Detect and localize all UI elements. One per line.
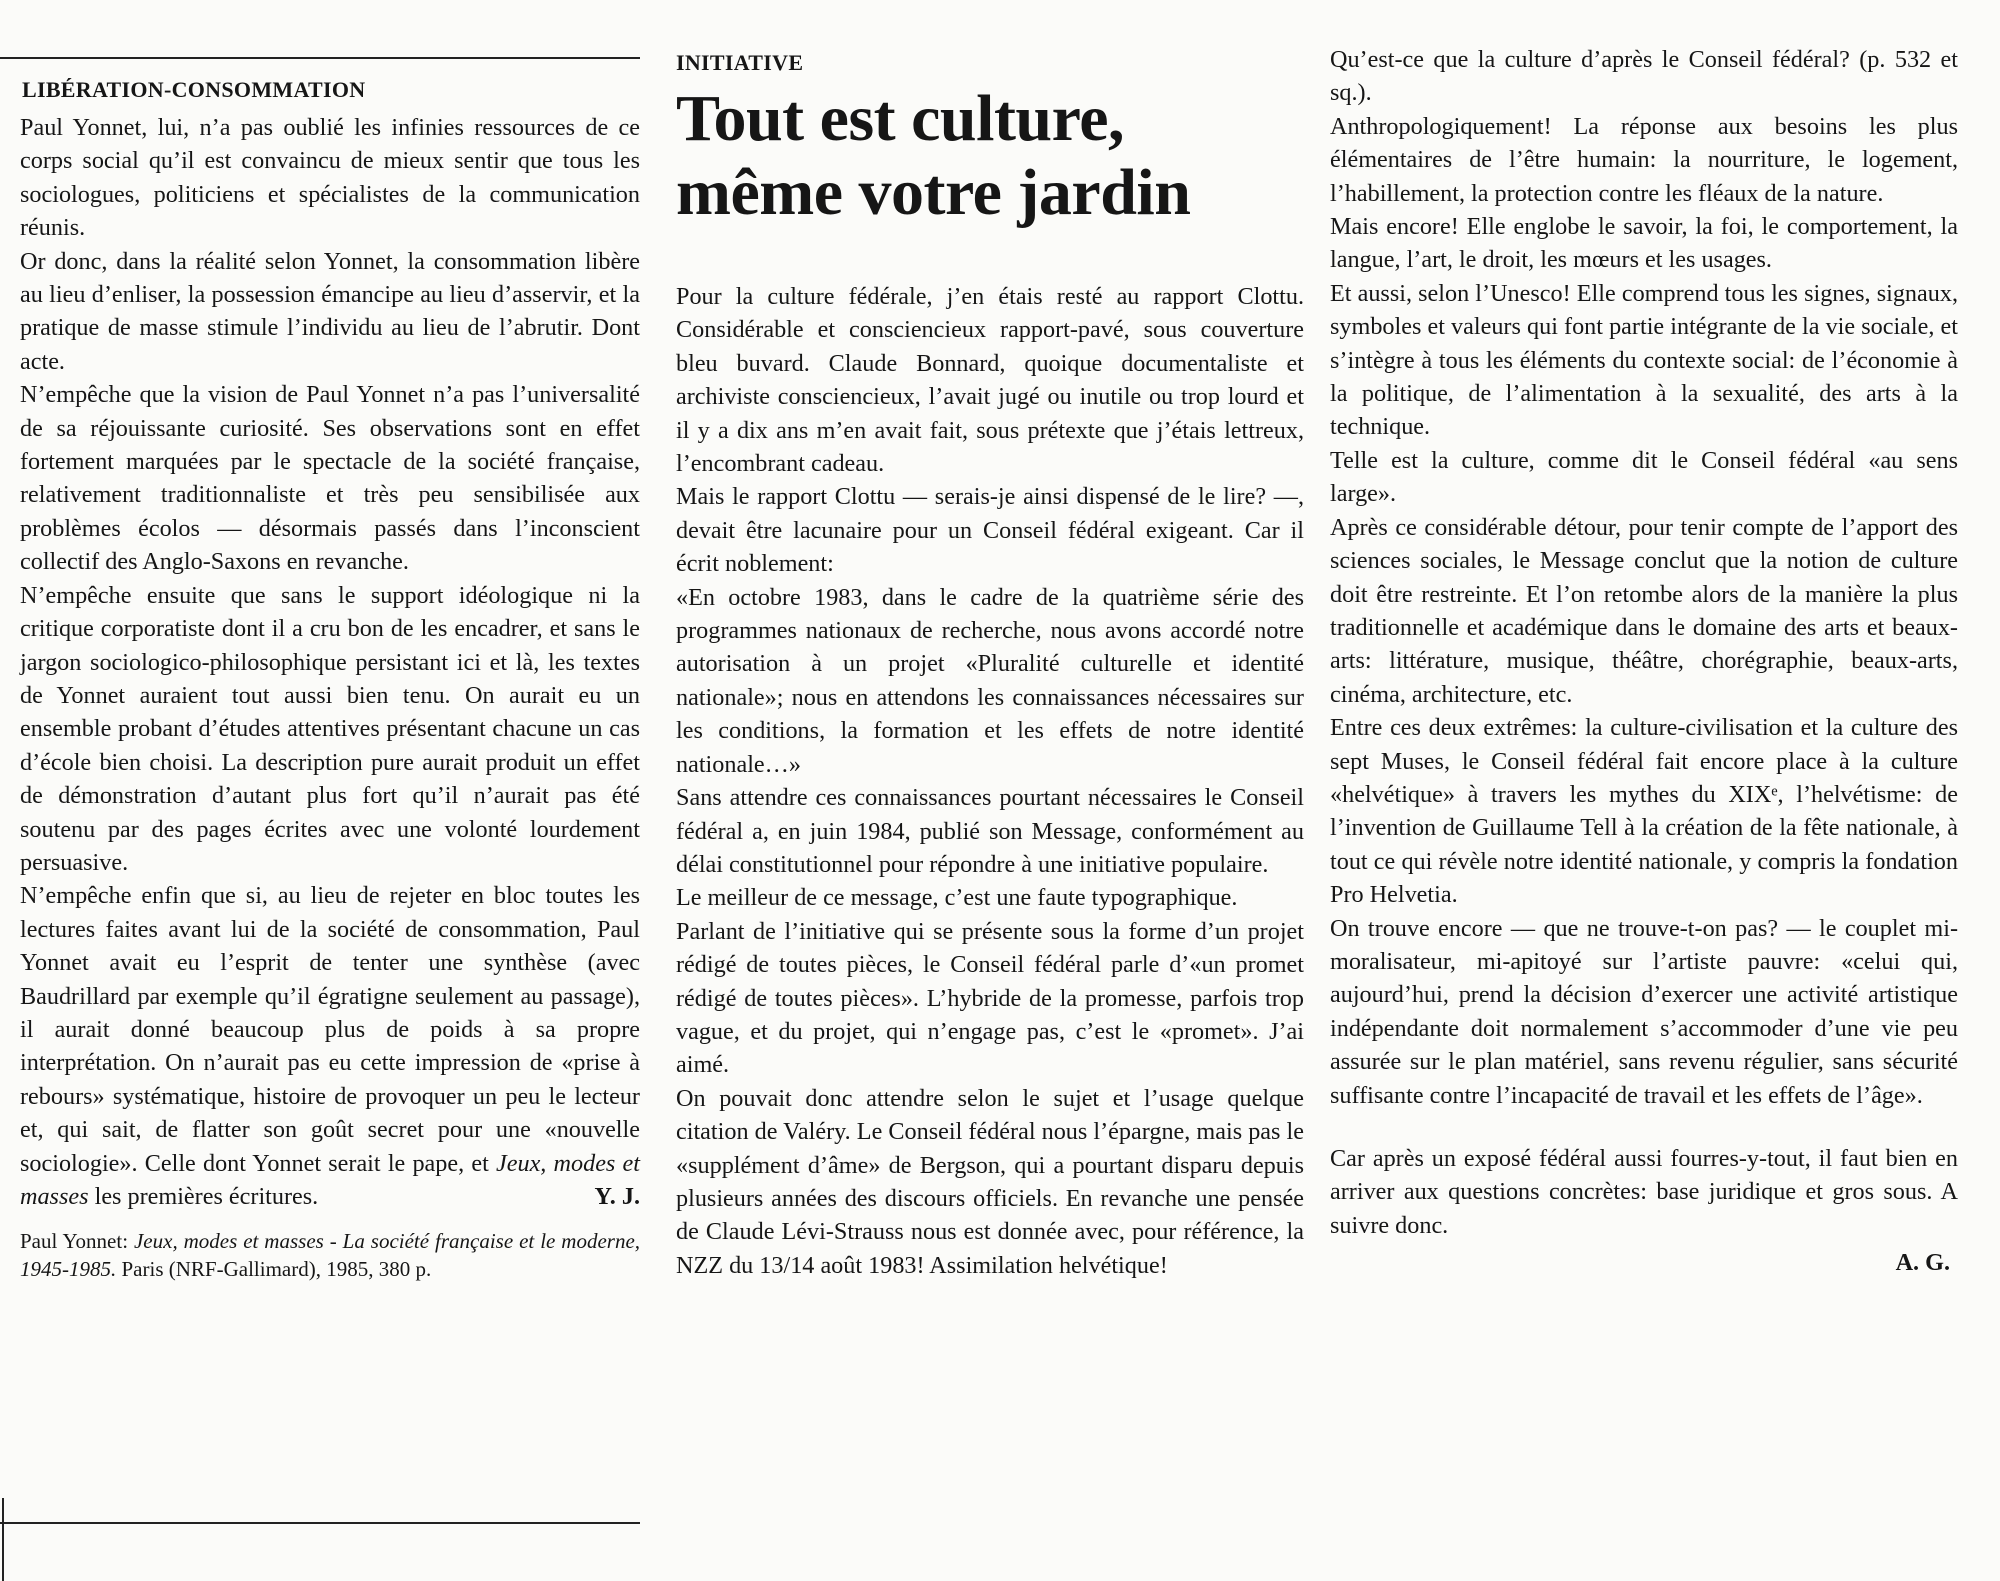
signature-yj: Y. J. <box>594 1183 640 1210</box>
closing-paragraph: Car après un exposé fédéral aussi fourres-y-tout, il faut bien en arriver aux questions concrètes: base juridique et gros sous. A suivre donc. <box>1330 1145 1958 1239</box>
ref-author: Paul Yonnet: <box>20 1229 134 1254</box>
book-title-italic: Jeux, modes et masses <box>20 1149 640 1210</box>
article-paragraph: Qu’est-ce que la culture d’après le Conseil fédéral? (p. 532 et sq.). <box>1330 46 1958 107</box>
headline-line-1: Tout est culture, <box>676 82 1125 155</box>
left-last-start: N’empêche enfin que si, au lieu de rejeter en bloc toutes les lectures faites avant lui de la société de consommation, Paul Yonnet avait eu l’esprit de tenter une synthèse (avec Baudrillard par exemple qu’il égratigne seulement au passage), il aurait donné beaucoup plus de poids à sa propre interprétation. On n’aurait pas eu cette impression de «prise à rebours» systématique, histoire de provoquer un peu le lecteur et, qui sait, de flatter son goût secret pour une «nouvelle sociologie». Celle dont Yonnet serait le pape, et <box>20 882 640 1177</box>
article-paragraph: Et aussi, selon l’Unesco! Elle comprend tous les signes, signaux, symboles et valeurs qui font partie intégrante de la vie sociale, et s’intègre à tous les éléments du contexte social: de l’économie à la politique, de l’alimentation à la sexualité, des arts à la technique. <box>1330 279 1958 441</box>
article-paragraph: Mais le rapport Clottu — serais-je ainsi dispensé de le lire? —, devait être lacunaire pour un Conseil fédéral exigeant. Car il écrit noblement: <box>676 483 1304 578</box>
article-paragraph: Telle est la culture, comme dit le Conseil fédéral «au sens large». <box>1330 446 1958 508</box>
book-reference <box>20 1227 640 1283</box>
article-kicker: INITIATIVE <box>676 50 804 75</box>
left-last-end: les premières écritures. <box>88 1183 319 1210</box>
left-paragraph: Paul Yonnet, lui, n’a pas oublié les infinies ressources de ce corps social qu’il est convaincu de mieux sentir que tous les sociologues, politiciens et spécialistes de la communication réunis. <box>20 114 640 242</box>
middle-text <box>676 280 1304 1282</box>
article-paragraph: Sans attendre ces connaissances pourtant nécessaires le Conseil fédéral a, en juin 1984, publié son Message, conformément au délai constitutionnel pour répondre à une initiative populaire. <box>676 784 1304 878</box>
left-paragraph: N’empêche ensuite que sans le support idéologique ni la critique corporatiste dont il a cru bon de les encadrer, et sans le jargon sociologico-philosophique persistant ici et là, les textes de Yonnet auraient tout aussi bien tenu. On aurait eu un ensemble probant d’études attentives présentant chacune un cas d’école bien choisi. La description pure aurait produit un effet de démonstration d’autant plus fort qu’il n’aurait pas été soutenu par des pages écrites avec une volonté lourdement persuasive. <box>20 581 640 876</box>
ref-title: Jeux, modes et masses - La société française et le moderne, 1945-1985. <box>20 1229 641 1282</box>
left-paragraph: Or donc, dans la réalité selon Yonnet, la consommation libère au lieu d’enliser, la possession émancipe au lieu d’asservir, et la pratique de masse stimule l’individu au lieu de l’abrutir. Dont acte. <box>20 247 640 375</box>
headline-line-2: même votre jardin <box>676 156 1191 229</box>
article-quote: «En octobre 1983, dans le cadre de la quatrième série des programmes nationaux de recherche, nous avons accordé notre autorisation à un projet «Pluralité culturelle et identité nationale»; nous en attendons les connaissances nécessaires sur les conditions, la formation et les effets de notre identité nationale…» <box>676 583 1304 778</box>
top-rule <box>0 57 640 59</box>
article-paragraph: Le meilleur de ce message, c’est une faute typographique. <box>676 884 1238 912</box>
left-text <box>20 111 640 1283</box>
left-rule <box>2 1498 4 1581</box>
article-paragraph: Mais encore! Elle englobe le savoir, la foi, le comportement, la langue, l’art, le droit, les mœurs et les usages. <box>1330 213 1958 274</box>
right-text <box>1330 43 1958 1280</box>
article-paragraph: On trouve encore — que ne trouve-t-on pas? — le couplet mi-moralisateur, mi-apitoyé sur l’artiste pauvre: «celui qui, aujourd’hui, prend la décision d’exercer une activité artistique indépendante doit normalement s’accommoder d’une vie peu assurée sur le plan matériel, sans revenu régulier, sans sécurité suffisante contre l’incapacité de travail et les effets de l’âge». <box>1330 914 1958 1109</box>
paragraph-gap <box>1330 1112 1958 1142</box>
left-paragraph-last <box>20 879 640 1213</box>
article-paragraph: Parlant de l’initiative qui se présente sous la forme d’un projet rédigé de toutes pièces, le Conseil fédéral parle d’«un promet rédigé de toutes pièces». L’hybride de la promesse, parfois trop vague, et du projet, qui n’engage pas, c’est le «promet». J’ai aimé. <box>676 917 1304 1079</box>
article-headline <box>676 82 1190 230</box>
signature-ag: A. G. <box>1895 1249 1950 1277</box>
article-paragraph: On pouvait donc attendre selon le sujet et l’usage quelque citation de Valéry. Le Conseil fédéral nous l’épargne, mais pas le «supplément d’âme» de Bergson, qui a pourtant disparu depuis plusieurs années des discours officiels. En revanche une pensée de Claude Lévi-Strauss nous est donnée avec, pour référence, la NZZ du 13/14 août 1983! Assimilation helvétique! <box>676 1084 1304 1279</box>
article-paragraph: Après ce considérable détour, pour tenir compte de l’apport des sciences sociales, le Message conclut que la notion de culture doit être restreinte. Et l’on retombe alors de la manière la plus traditionnelle et académique dans le domaine des arts et beaux-arts: littérature, musique, théâtre, chorégraphie, beaux-arts, cinéma, architecture, etc. <box>1330 513 1958 708</box>
article-paragraph: Anthropologiquement! La réponse aux besoins les plus élémentaires de l’être humain: la nourriture, le logement, l’habillement, la protection contre les fléaux de la nature. <box>1330 112 1958 207</box>
article-paragraph: Pour la culture fédérale, j’en étais resté au rapport Clottu. Considérable et consciencieux rapport-pavé, sous couverture bleu buvard. Claude Bonnard, quoique documentaliste et archiviste consciencieux, l’avait jugé ou inutile ou trop lourd et il y a dix ans m’en avait fait, sous prétexte que j’étais lettreux, l’encombrant cadeau. <box>676 283 1304 478</box>
left-kicker: LIBÉRATION-CONSOMMATION <box>22 77 366 102</box>
ref-publisher: Paris (NRF-Gallimard), 1985, 380 p. <box>116 1257 432 1282</box>
left-paragraph: N’empêche que la vision de Paul Yonnet n’a pas l’universalité de sa réjouissante curiosité. Ses observations sont en effet fortement marquées par le spectacle de la société française, relativement traditionnaliste et très peu sensibilisée aux problèmes écolos — désormais passés dans l’inconscient collectif des Anglo-Saxons en revanche. <box>20 381 640 576</box>
article-paragraph: Entre ces deux extrêmes: la culture-civilisation et la culture des sept Muses, le Conseil fédéral fait encore place à la culture «helvétique» à travers les mythes du XIXᵉ, l’helvétisme: de l’invention de Guillaume Tell à la création de la fête nationale, à tout ce qui révèle notre identité nationale, y compris la fondation Pro Helvetia. <box>1330 714 1958 909</box>
bottom-rule <box>0 1522 640 1524</box>
